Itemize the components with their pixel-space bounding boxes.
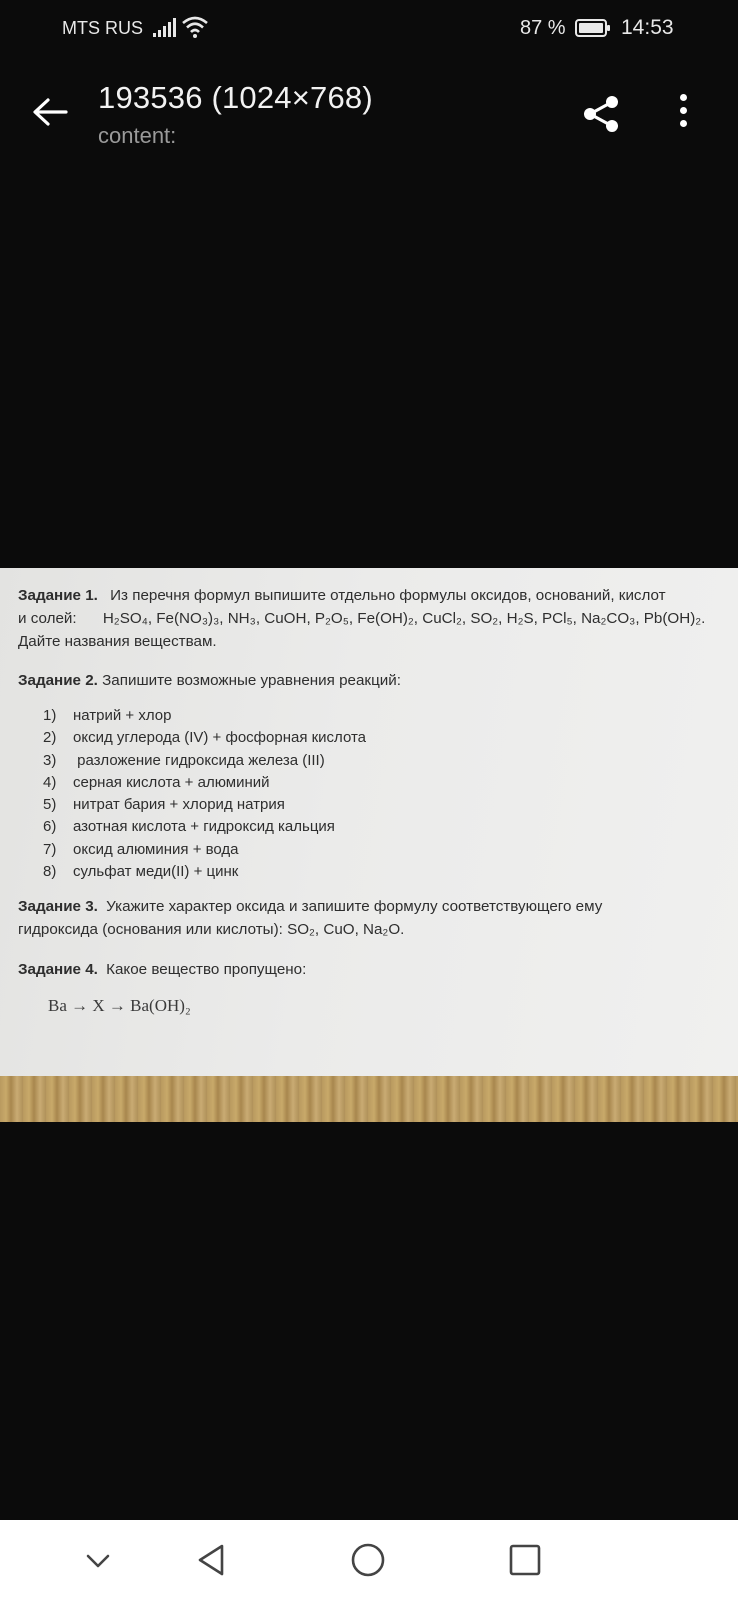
task4-label: Задание 4.	[18, 961, 98, 978]
clock: 14:53	[621, 16, 674, 39]
task2-item-number: 1)	[43, 707, 57, 724]
task2-item-number: 6)	[43, 818, 57, 836]
task2-item	[43, 705, 366, 727]
task1-prefix: и солей:	[18, 610, 77, 627]
task3-line1	[18, 895, 602, 918]
task2-item-text: азотная кислота + гидроксид кальция	[73, 818, 335, 836]
image-title: 193536 (1024×768)	[98, 80, 373, 115]
signal-icon	[152, 18, 178, 38]
task1-line1	[18, 584, 666, 607]
task3-label: Задание 3.	[18, 898, 98, 915]
hide-keyboard-chevron-icon[interactable]	[78, 1540, 118, 1580]
task2-item-text: разложение гидроксида железа (III)	[73, 751, 325, 769]
task2-item-text: натрий + хлор	[73, 707, 172, 724]
image-subtitle: content:	[98, 123, 177, 148]
task2-item-text: оксид алюминия + вода	[73, 840, 239, 858]
task2-item-number: 7)	[43, 840, 57, 858]
task4-text: Какое вещество пропущено:	[106, 961, 307, 978]
task2-item-number: 4)	[43, 773, 57, 791]
task1-text: Из перечня формул выпишите отдельно формулы оксидов, оснований, кислот	[110, 587, 666, 604]
home-circle-icon[interactable]	[348, 1540, 388, 1580]
task3-line2: гидроксида (основания или кислоты): SO₂, CuO, Na₂O.	[18, 921, 405, 938]
wifi-icon	[181, 15, 209, 39]
task4-equation: Ba → X → Ba(OH)₂	[48, 996, 191, 1015]
task1-line2	[18, 607, 705, 630]
more-options-icon[interactable]	[676, 94, 690, 134]
task2-item	[43, 727, 366, 749]
task3-text: Укажите характер оксида и запишите формулу соответствующего ему	[106, 898, 603, 915]
task2-item	[43, 750, 366, 772]
task2-item-number: 3)	[43, 751, 57, 769]
battery-icon	[575, 19, 611, 37]
task2-item-number: 8)	[43, 863, 57, 881]
back-arrow-icon[interactable]	[30, 92, 70, 132]
task1-formulas: H₂SO₄, Fe(NO₃)₃, NH₃, CuOH, P₂O₅, Fe(OH)₂, CuCl₂, SO₂, H₂S, PCl₅, Na₂CO₃, Pb(OH)₂.	[102, 610, 706, 627]
task2-list	[43, 705, 366, 883]
task2-heading	[18, 669, 401, 692]
task2-item-text: сульфат меди(II) + цинк	[73, 863, 239, 881]
task2-item-number: 5)	[43, 796, 57, 814]
carrier-name: MTS RUS	[62, 18, 143, 38]
share-icon[interactable]	[580, 92, 624, 136]
status-bar	[0, 0, 738, 56]
recents-square-icon[interactable]	[505, 1540, 545, 1580]
battery-percent: 87 %	[520, 17, 566, 39]
worksheet-photo	[0, 568, 738, 1122]
back-triangle-icon[interactable]	[192, 1540, 232, 1580]
task2-text: Запишите возможные уравнения реакций:	[102, 672, 401, 689]
navigation-bar	[0, 1520, 738, 1600]
task2-item	[43, 816, 366, 838]
task2-item	[43, 839, 366, 861]
task2-item	[43, 794, 366, 816]
task2-item-text: нитрат бария + хлорид натрия	[73, 796, 285, 814]
task2-item	[43, 772, 366, 794]
task4-heading	[18, 958, 306, 981]
task2-label: Задание 2.	[18, 672, 98, 689]
task2-item	[43, 861, 366, 883]
task2-item-number: 2)	[43, 729, 57, 747]
task2-item-text: оксид углерода (IV) + фосфорная кислота	[73, 729, 367, 747]
task1-label: Задание 1.	[18, 587, 98, 604]
task2-item-text: серная кислота + алюминий	[73, 773, 270, 791]
task1-line3: Дайте названия веществам.	[18, 633, 217, 650]
wooden-table-edge	[0, 1076, 738, 1122]
